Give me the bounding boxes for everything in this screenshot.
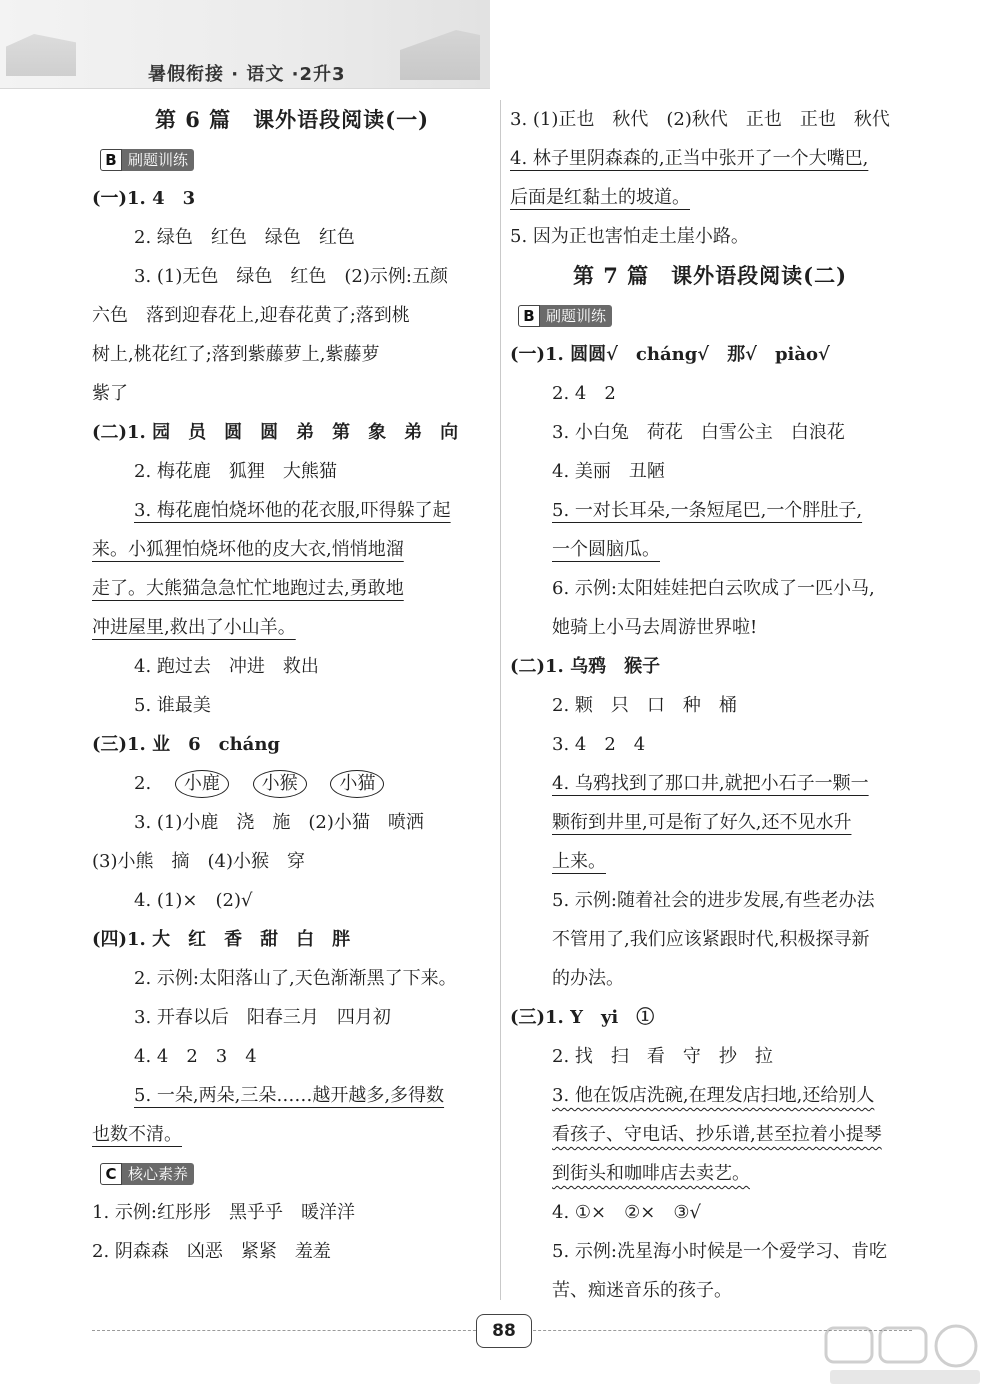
question-number: 2. <box>134 773 152 794</box>
answer-line: 她骑上小马去周游世界啦! <box>552 617 758 638</box>
answer-line: (一)1. 圆圆√ cháng√ 那√ piào√ <box>510 344 830 365</box>
answer-line: 2. 绿色 红色 绿色 红色 <box>134 227 355 248</box>
answer-line: 不管用了,我们应该紧跟时代,积极探寻新 <box>552 929 870 950</box>
answer-line: 4. 4 2 3 4 <box>134 1046 257 1067</box>
right-column <box>510 100 910 1310</box>
answer-line-underlined: 5. 一对长耳朵,一条短尾巴,一个胖肚子, <box>552 500 863 521</box>
answer-line: 2. 梅花鹿 狐狸 大熊猫 <box>134 461 337 482</box>
answer-line: 3. 小白兔 荷花 白雪公主 白浪花 <box>552 422 845 443</box>
answer-line: 5. 谁最美 <box>134 695 211 716</box>
answer-line: 3. 4 2 4 <box>552 734 646 755</box>
answer-line-underlined: 一个圆脑瓜。 <box>552 539 660 560</box>
left-column <box>92 100 492 1271</box>
badge-label: 刷题训练 <box>540 305 612 327</box>
badge-label: 核心素养 <box>122 1163 194 1185</box>
answer-line-underlined: 3. 梅花鹿怕烧坏他的花衣服,吓得躲了起 <box>134 500 451 521</box>
answer-line: 2. 颗 只 口 种 桶 <box>552 695 737 716</box>
answer-line-underlined: 后面是红黏土的坡道。 <box>510 187 690 208</box>
answer-line: 3. (1)无色 绿色 红色 (2)示例:五颜 <box>134 266 448 287</box>
answer-line: 6. 示例:太阳娃娃把白云吹成了一匹小马, <box>552 578 875 599</box>
circled-word: 小猴 <box>253 770 307 798</box>
answer-line-underlined: 4. 林子里阴森森的,正当中张开了一个大嘴巴, <box>510 148 869 169</box>
answer-line: 4. 跑过去 冲进 救出 <box>134 656 319 677</box>
answer-line: 4. (1)× (2)√ <box>134 890 253 911</box>
badge-shuati <box>100 149 194 171</box>
answer-line: 2. 找 扫 看 守 抄 拉 <box>552 1046 773 1067</box>
answer-line-underlined: 4. 乌鸦找到了那口井,就把小石子一颗一 <box>552 773 869 794</box>
circled-word: 小猫 <box>330 770 384 798</box>
answer-line: 六色 落到迎春花上,迎春花黄了;落到桃 <box>92 305 410 326</box>
circled-answer-line <box>92 764 492 803</box>
answer-line: (一)1. 4 3 <box>92 188 196 209</box>
badge-shuati <box>518 305 612 327</box>
answer-line-underlined: 也数不清。 <box>92 1124 182 1145</box>
answer-line-underlined: 冲进屋里,救出了小山羊。 <box>92 617 296 638</box>
answer-line: 2. 4 2 <box>552 383 616 404</box>
answer-line: 3. (1)小鹿 浇 施 (2)小猫 喷洒 <box>134 812 424 833</box>
answer-line: 树上,桃花红了;落到紫藤萝上,紫藤萝 <box>92 344 380 365</box>
answer-line: (二)1. 园 员 圆 圆 弟 第 象 弟 向 <box>92 422 459 443</box>
answer-line-underlined: 走了。大熊猫急急忙忙地跑过去,勇敢地 <box>92 578 404 599</box>
badge-letter: C <box>100 1163 122 1185</box>
section-title-7: 第 7 篇 课外语段阅读(二) <box>572 263 848 288</box>
answer-line: 3. 开春以后 阳春三月 四月初 <box>134 1007 391 1028</box>
badge-letter: B <box>100 149 122 171</box>
badge-row-c <box>92 1154 492 1193</box>
answer-line: 紫了 <box>92 383 128 404</box>
section-title-6: 第 6 篇 课外语段阅读(一) <box>154 107 430 132</box>
answer-line-wavy: 看孩子、守电话、抄乐谱,甚至拉着小提琴 <box>552 1124 882 1145</box>
answer-line-wavy: 3. 他在饭店洗碗,在理发店扫地,还给别人 <box>552 1085 875 1106</box>
answer-line-wavy: 到街头和咖啡店去卖艺。 <box>552 1163 750 1184</box>
badge-letter: B <box>518 305 540 327</box>
answer-line-underlined: 颗衔到井里,可是衔了好久,还不见水升 <box>552 812 852 833</box>
answer-line: 的办法。 <box>552 968 624 989</box>
circled-word: 小鹿 <box>175 770 229 798</box>
answer-line: 2. 示例:太阳落山了,天色渐渐黑了下来。 <box>134 968 457 989</box>
answer-line: (3)小熊 摘 (4)小猴 穿 <box>92 851 305 872</box>
answer-line: 苦、痴迷音乐的孩子。 <box>552 1280 732 1301</box>
answer-line: 5. 示例:随着社会的进步发展,有些老办法 <box>552 890 875 911</box>
answer-line: 2. 阴森森 凶恶 紧紧 羞羞 <box>92 1241 331 1262</box>
answer-line: 4. 美丽 丑陋 <box>552 461 665 482</box>
page-number: 88 <box>476 1314 532 1348</box>
answer-line: 3. (1)正也 秋代 (2)秋代 正也 正也 秋代 <box>510 109 890 130</box>
answer-line-underlined: 来。小狐狸怕烧坏他的皮大衣,悄悄地溜 <box>92 539 404 560</box>
header-band <box>0 0 490 89</box>
answer-line: 5. 因为正也害怕走土崖小路。 <box>510 226 749 247</box>
badge-row-b <box>92 140 492 179</box>
answer-line: 5. 示例:冼星海小时候是一个爱学习、肯吃 <box>552 1241 887 1262</box>
watermark-logo-icon <box>820 1320 990 1390</box>
answer-line: (三)1. Y yi ① <box>510 1007 655 1028</box>
answer-line-underlined: 上来。 <box>552 851 606 872</box>
column-divider <box>500 100 501 1300</box>
answer-line: (二)1. 乌鸦 猴子 <box>510 656 661 677</box>
answer-line: 4. ①× ②× ③√ <box>552 1202 701 1223</box>
badge-hexin <box>100 1163 194 1185</box>
header-title: 暑假衔接 · 语文 ·2升3 <box>148 64 346 85</box>
answer-line-underlined: 5. 一朵,两朵,三朵……越开越多,多得数 <box>134 1085 445 1106</box>
badge-label: 刷题训练 <box>122 149 194 171</box>
answer-line: 1. 示例:红彤彤 黑乎乎 暖洋洋 <box>92 1202 355 1223</box>
badge-row-b <box>510 296 910 335</box>
answer-line: (三)1. 业 6 cháng <box>92 734 280 755</box>
answer-line: (四)1. 大 红 香 甜 白 胖 <box>92 929 351 950</box>
